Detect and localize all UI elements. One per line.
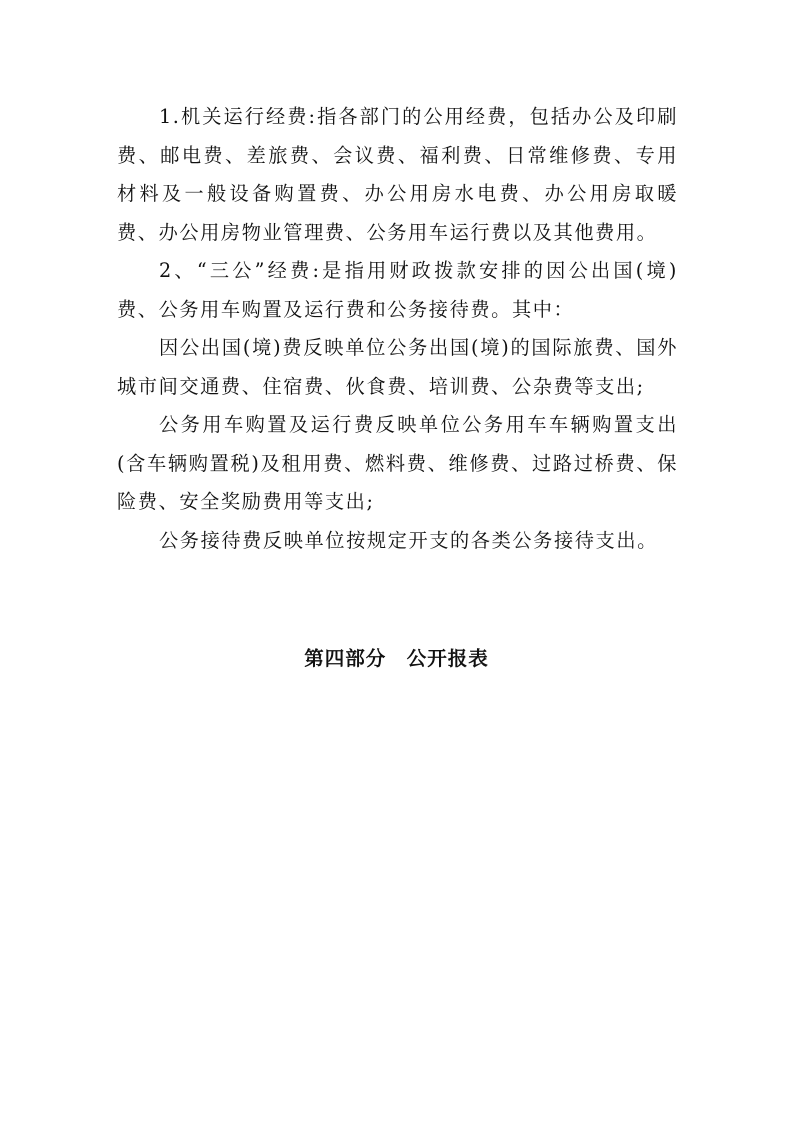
document-body [117, 98, 678, 560]
paragraph-three-public-expenses: 2、“三公”经费:是指用财政拨款安排的因公出国(境)费、公务用车购置及运行费和公务接待费。其中： [117, 259, 678, 321]
paragraph-official-vehicles: 公务用车购置及运行费反映单位公务用车车辆购置支出(含车辆购置税)及租用费、燃料费、维修费、过路过桥费、保险费、安全奖励费用等支出; [117, 413, 678, 513]
paragraph-operating-expenses: 1.机关运行经费:指各部门的公用经费，包括办公及印刷费、邮电费、差旅费、会议费、福利费、日常维修费、专用材料及一般设备购置费、办公用房水电费、办公用房取暖费、办公用房物业管理费、公务用车运行费以及其他费用。 [117, 105, 678, 244]
paragraph-overseas-travel: 因公出国(境)费反映单位公务出国(境)的国际旅费、国外城市间交通费、住宿费、伙食费、培训费、公杂费等支出; [117, 336, 678, 398]
paragraph-official-reception: 公务接待费反映单位按规定开支的各类公务接待支出。 [159, 528, 658, 552]
section-heading: 第四部分 公开报表 [304, 647, 489, 670]
